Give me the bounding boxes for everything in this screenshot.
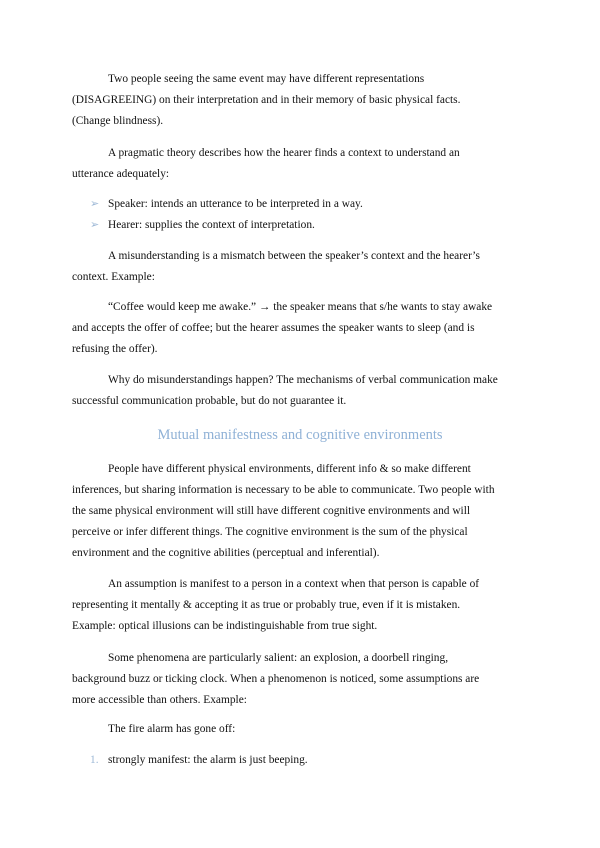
paragraph-assumption-manifest	[72, 574, 528, 637]
text-line: and accepts the offer of coffee; but the hearer assumes the speaker wants to sleep (and is	[72, 322, 475, 334]
arrow-bullet-icon: ➢	[90, 198, 100, 210]
arrow-bullet-icon: ➢	[90, 219, 100, 231]
text-line: inferences, but sharing information is necessary to be able to communicate. Two people with	[72, 484, 495, 496]
paragraph-misunderstanding	[72, 246, 528, 288]
paragraph-physical-environments	[72, 459, 528, 564]
bullet-item-speaker	[90, 194, 530, 215]
text-line: perceive or infer different things. The cognitive environment is the sum of the physical	[72, 526, 468, 538]
text-line: refusing the offer).	[72, 343, 158, 355]
text-line: A pragmatic theory describes how the hearer finds a context to understand an	[108, 147, 460, 159]
text-line: background buzz or ticking clock. When a phenomenon is noticed, some assumptions are	[72, 673, 480, 685]
paragraph-pragmatic-theory	[72, 143, 528, 185]
text-line: (Change blindness).	[72, 115, 164, 127]
text-line: An assumption is manifest to a person in a context when that person is capable of	[108, 578, 480, 590]
text-line: successful communication probable, but do not guarantee it.	[72, 395, 347, 407]
text-line: representing it mentally & accepting it as true or probably true, even if it is mistaken.	[72, 599, 461, 611]
text-line: context. Example:	[72, 271, 155, 283]
text-line: utterance adequately:	[72, 168, 170, 180]
paragraph-why-misunderstandings	[72, 370, 528, 412]
paragraph-representations	[72, 69, 528, 132]
paragraph-salient-phenomena	[72, 648, 528, 711]
text-line: Some phenomena are particularly salient: an explosion, a doorbell ringing,	[108, 652, 449, 664]
text-line: the same physical environment will still have different cognitive environments and will	[72, 505, 471, 517]
text-line: Two people seeing the same event may have different representations	[108, 73, 425, 85]
text-line: Why do misunderstandings happen? The mechanisms of verbal communication make	[108, 374, 498, 386]
text-line: “Coffee would keep me awake.” → the speaker means that s/he wants to stay awake	[108, 301, 493, 313]
section-heading: Mutual manifestness and cognitive environments	[157, 427, 443, 443]
text-line: (DISAGREEING) on their interpretation and in their memory of basic physical facts.	[72, 94, 461, 106]
text-line: more accessible than others. Example:	[72, 694, 247, 706]
bullet-item-hearer	[90, 215, 530, 236]
text-line: People have different physical environments, different info & so make different	[108, 463, 471, 475]
paragraph-fire-alarm	[72, 719, 528, 740]
numbered-item-strongly-manifest	[90, 750, 530, 771]
text-line: A misunderstanding is a mismatch between the speaker’s context and the hearer’s	[108, 250, 480, 262]
text-line: Example: optical illusions can be indistinguishable from true sight.	[72, 620, 378, 632]
text-line: environment and the cognitive abilities (perceptual and inferential).	[72, 547, 380, 559]
paragraph-coffee-example	[72, 297, 528, 360]
text-line: The fire alarm has gone off:	[108, 723, 236, 735]
bullet-text: Speaker: intends an utterance to be interpreted in a way.	[108, 198, 363, 210]
list-number: 1.	[90, 754, 99, 766]
numbered-text: strongly manifest: the alarm is just beeping.	[108, 754, 308, 766]
bullet-text: Hearer: supplies the context of interpretation.	[108, 219, 315, 231]
